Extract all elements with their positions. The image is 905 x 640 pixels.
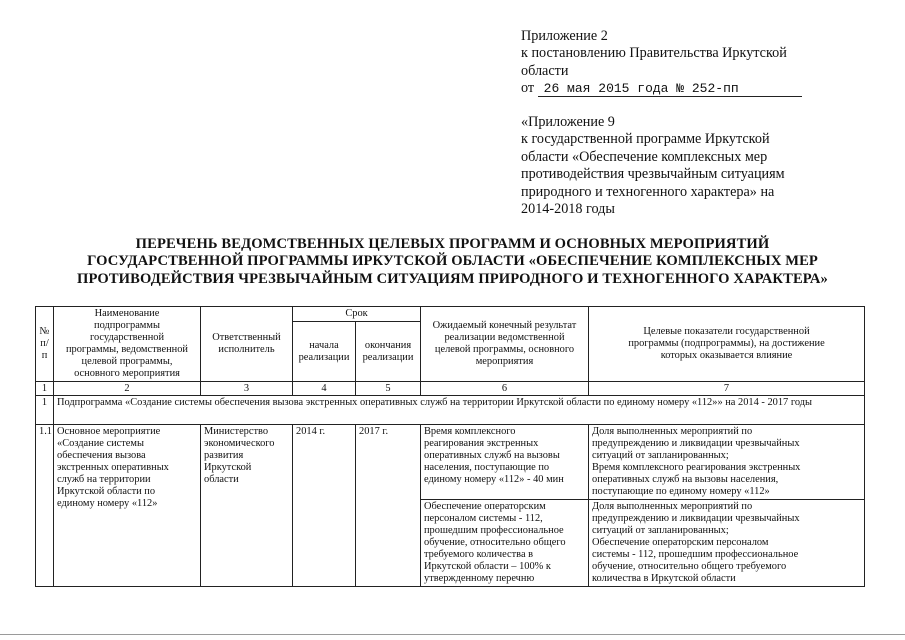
column-number: 2: [54, 382, 201, 396]
column-number: 7: [589, 382, 865, 396]
decree-date: 26 мая 2015 года № 252-пп: [538, 81, 802, 97]
annex-program-line: 2014-2018 годы: [521, 201, 615, 218]
annex-region: области: [521, 62, 569, 79]
subprogram-title: Подпрограмма «Создание системы обеспечения вызова экстренных оперативных служб на территории Иркутской области по единому номеру «112»» на 2014 - 2017 годы: [54, 396, 865, 425]
annex-header: [521, 28, 901, 98]
annex-program-line: противодействия чрезвычайным ситуациям: [521, 166, 785, 183]
row-start: 2014 г.: [293, 425, 356, 587]
header-num: № п/п: [36, 307, 54, 382]
title-line: ПРОТИВОДЕЙСТВИЯ ЧРЕЗВЫЧАЙНЫМ СИТУАЦИЯМ ПРИРОДНОГО И ТЕХНОГЕННОГО ХАРАКТЕРА»: [77, 270, 828, 287]
column-number: 3: [201, 382, 293, 396]
row-num: 1.1: [36, 425, 54, 587]
row-indicators-1: Доля выполненных мероприятий по предупреждению и ликвидации чрезвычайных ситуаций от запланированных; Время комплексного реагирования экстренных оперативных служб на вызовы населения, поступающие по единому номеру «112»: [589, 425, 865, 500]
header-executor: Ответственный исполнитель: [201, 307, 293, 382]
program-table: [35, 306, 865, 587]
header-end: окончания реализации: [356, 322, 421, 382]
annex-program-header: [521, 114, 901, 218]
annex-program-line: «Приложение 9: [521, 114, 615, 130]
header-term: Срок: [293, 307, 421, 322]
document-title: [0, 236, 905, 288]
column-number: 4: [293, 382, 356, 396]
header-start: начала реализации: [293, 322, 356, 382]
table-row: [36, 425, 865, 500]
row-result-1: Время комплексного реагирования экстренных оперативных служб на вызовы населения, поступающие по единому номеру «112» - 40 мин: [421, 425, 589, 500]
annex-title: Приложение 2: [521, 28, 608, 44]
row-result-2: Обеспечение операторским персоналом системы - 112, прошедшим профессиональное обучение, относительно общего требуемого количества в Иркутской области – 100% к утвержденному перечню: [421, 500, 589, 587]
row-indicators-2: Доля выполненных мероприятий по предупреждению и ликвидации чрезвычайных ситуаций от запланированных; Обеспечение операторским персоналом системы - 112, прошедшим профессиональное обучение, относительно общего требуемого количества в Иркутской области: [589, 500, 865, 587]
annex-program-line: области «Обеспечение комплексных мер: [521, 148, 768, 165]
annex-decree-ref: к постановлению Правительства Иркутской: [521, 45, 787, 62]
column-number: 5: [356, 382, 421, 396]
row-name: Основное мероприятие «Создание системы обеспечения вызова экстренных оперативных служб на территории Иркутской области по единому номеру «112»: [54, 425, 201, 587]
header-indicators: Целевые показатели государственной программы (подпрограммы), на достижение которых оказывается влияние: [589, 307, 865, 382]
annex-program-line: природного и техногенного характера» на: [521, 183, 775, 200]
title-line: ПЕРЕЧЕНЬ ВЕДОМСТВЕННЫХ ЦЕЛЕВЫХ ПРОГРАММ И ОСНОВНЫХ МЕРОПРИЯТИЙ: [135, 236, 770, 252]
title-line: ГОСУДАРСТВЕННОЙ ПРОГРАММЫ ИРКУТСКОЙ ОБЛАСТИ «ОБЕСПЕЧЕНИЕ КОМПЛЕКСНЫХ МЕР: [87, 253, 818, 270]
column-number: 6: [421, 382, 589, 396]
decree-date-line: [521, 80, 901, 97]
header-name: Наименование подпрограммы государственной программы, ведомственной целевой программы, основного мероприятия: [54, 307, 201, 382]
column-number-row: [36, 382, 865, 396]
row-executor: Министерство экономического развития Иркутской области: [201, 425, 293, 587]
annex-program-line: к государственной программе Иркутской: [521, 131, 770, 148]
subprogram-num: 1: [36, 396, 54, 425]
column-number: 1: [36, 382, 54, 396]
subprogram-row: [36, 396, 865, 425]
header-result: Ожидаемый конечный результат реализации ведомственной целевой программы, основного мероприятия: [421, 307, 589, 382]
row-end: 2017 г.: [356, 425, 421, 587]
page-bottom-edge: [0, 634, 905, 635]
decree-from-label: от: [521, 80, 535, 97]
